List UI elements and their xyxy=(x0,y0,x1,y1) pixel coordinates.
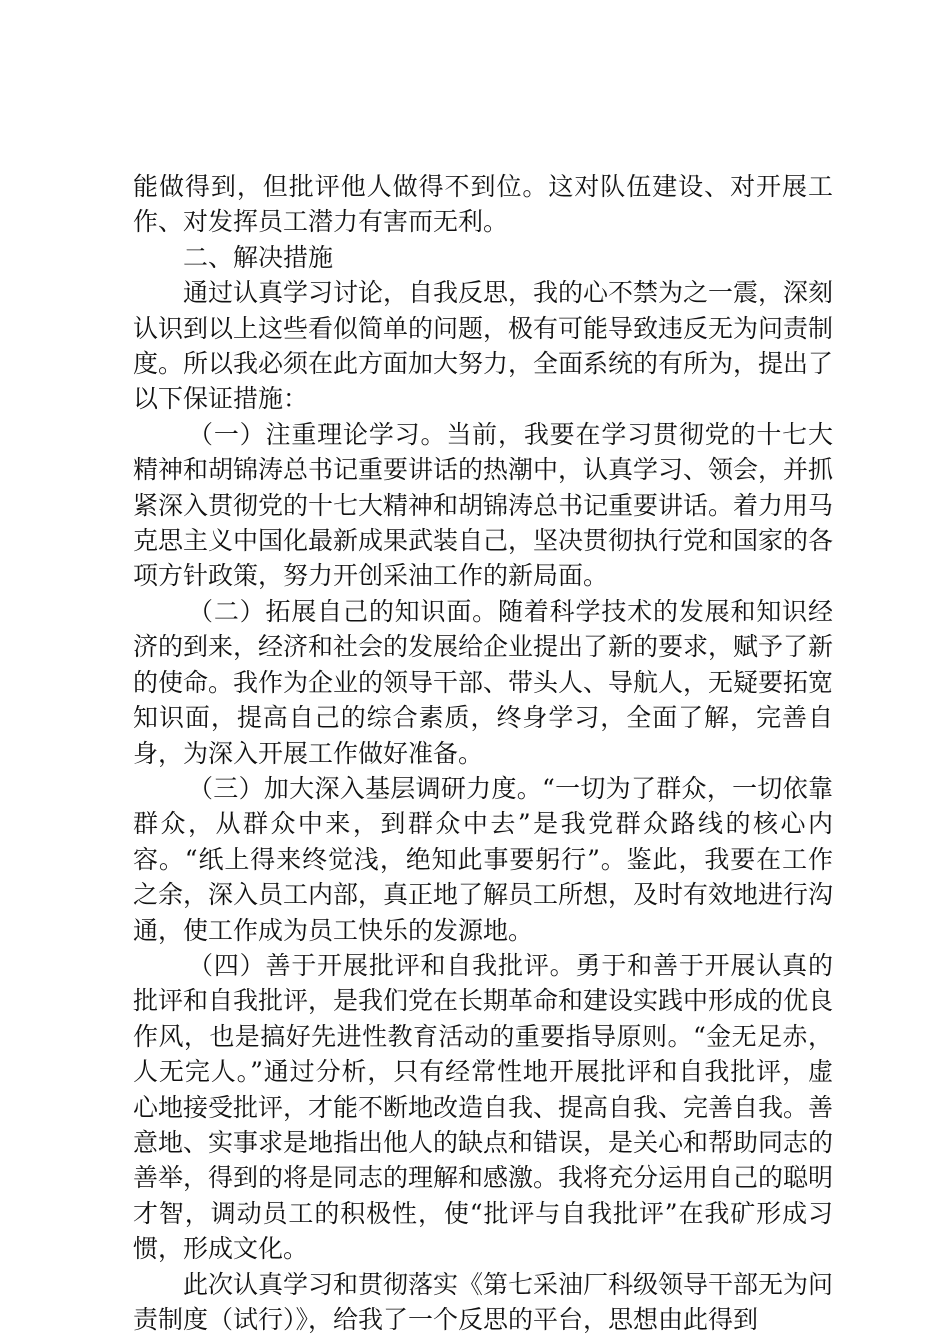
paragraph-continuation: 能做得到，但批评他人做得不到位。这对队伍建设、对开展工作、对发挥员工潜力有害而无利。 xyxy=(133,172,833,237)
document-body xyxy=(133,169,833,1337)
paragraph-intro: 通过认真学习讨论，自我反思，我的心不禁为之一震，深刻认识到以上这些看似简单的问题，极有可能导致违反无为问责制度。所以我必须在此方面加大努力，全面系统的有所为，提出了以下保证措施： xyxy=(133,278,834,414)
paragraph-measure-1: （一）注重理论学习。当前，我要在学习贯彻党的十七大精神和胡锦涛总书记重要讲话的热潮中，认真学习、领会，并抓紧深入贯彻党的十七大精神和胡锦涛总书记重要讲话。着力用马克思主义中国化最新成果武装自己，坚决贯彻执行党和国家的各项方针政策，努力开创采油工作的新局面。 xyxy=(133,419,834,591)
paragraph-conclusion: 此次认真学习和贯彻落实《第七采油厂科级领导干部无为问责制度（试行）》，给我了一个反思的平台，思想由此得到 xyxy=(133,1269,834,1334)
paragraph-measure-4: （四）善于开展批评和自我批评。勇于和善于开展认真的批评和自我批评，是我们党在长期革命和建设实践中形成的优良作风，也是搞好先进性教育活动的重要指导原则。“金无足赤，人无完人。”通过分析，只有经常性地开展批评和自我批评，虚心地接受批评，才能不断地改造自我、提高自我、完善自我。善意地、实事求是地指出他人的缺点和错误，是关心和帮助同志的善举，得到的将是同志的理解和感激。我将充分运用自己的聪明才智，调动员工的积极性，使“批评与自我批评”在我矿形成习惯，形成文化。 xyxy=(133,950,834,1264)
section-heading: 二、解决措施 xyxy=(183,242,334,272)
paragraph-measure-3: （三）加大深入基层调研力度。“一切为了群众，一切依靠群众，从群众中来，到群众中去”是我党群众路线的核心内容。“纸上得来终觉浅，绝知此事要躬行”。鉴此，我要在工作之余，深入员工内部，真正地了解员工所想，及时有效地进行沟通，使工作成为员工快乐的发源地。 xyxy=(133,773,834,945)
paragraph-measure-2: （二）拓展自己的知识面。随着科学技术的发展和知识经济的到来，经济和社会的发展给企业提出了新的要求，赋予了新的使命。我作为企业的领导干部、带头人、导航人，无疑要拓宽知识面，提高自己的综合素质，终身学习，全面了解，完善自身，为深入开展工作做好准备。 xyxy=(133,596,834,768)
